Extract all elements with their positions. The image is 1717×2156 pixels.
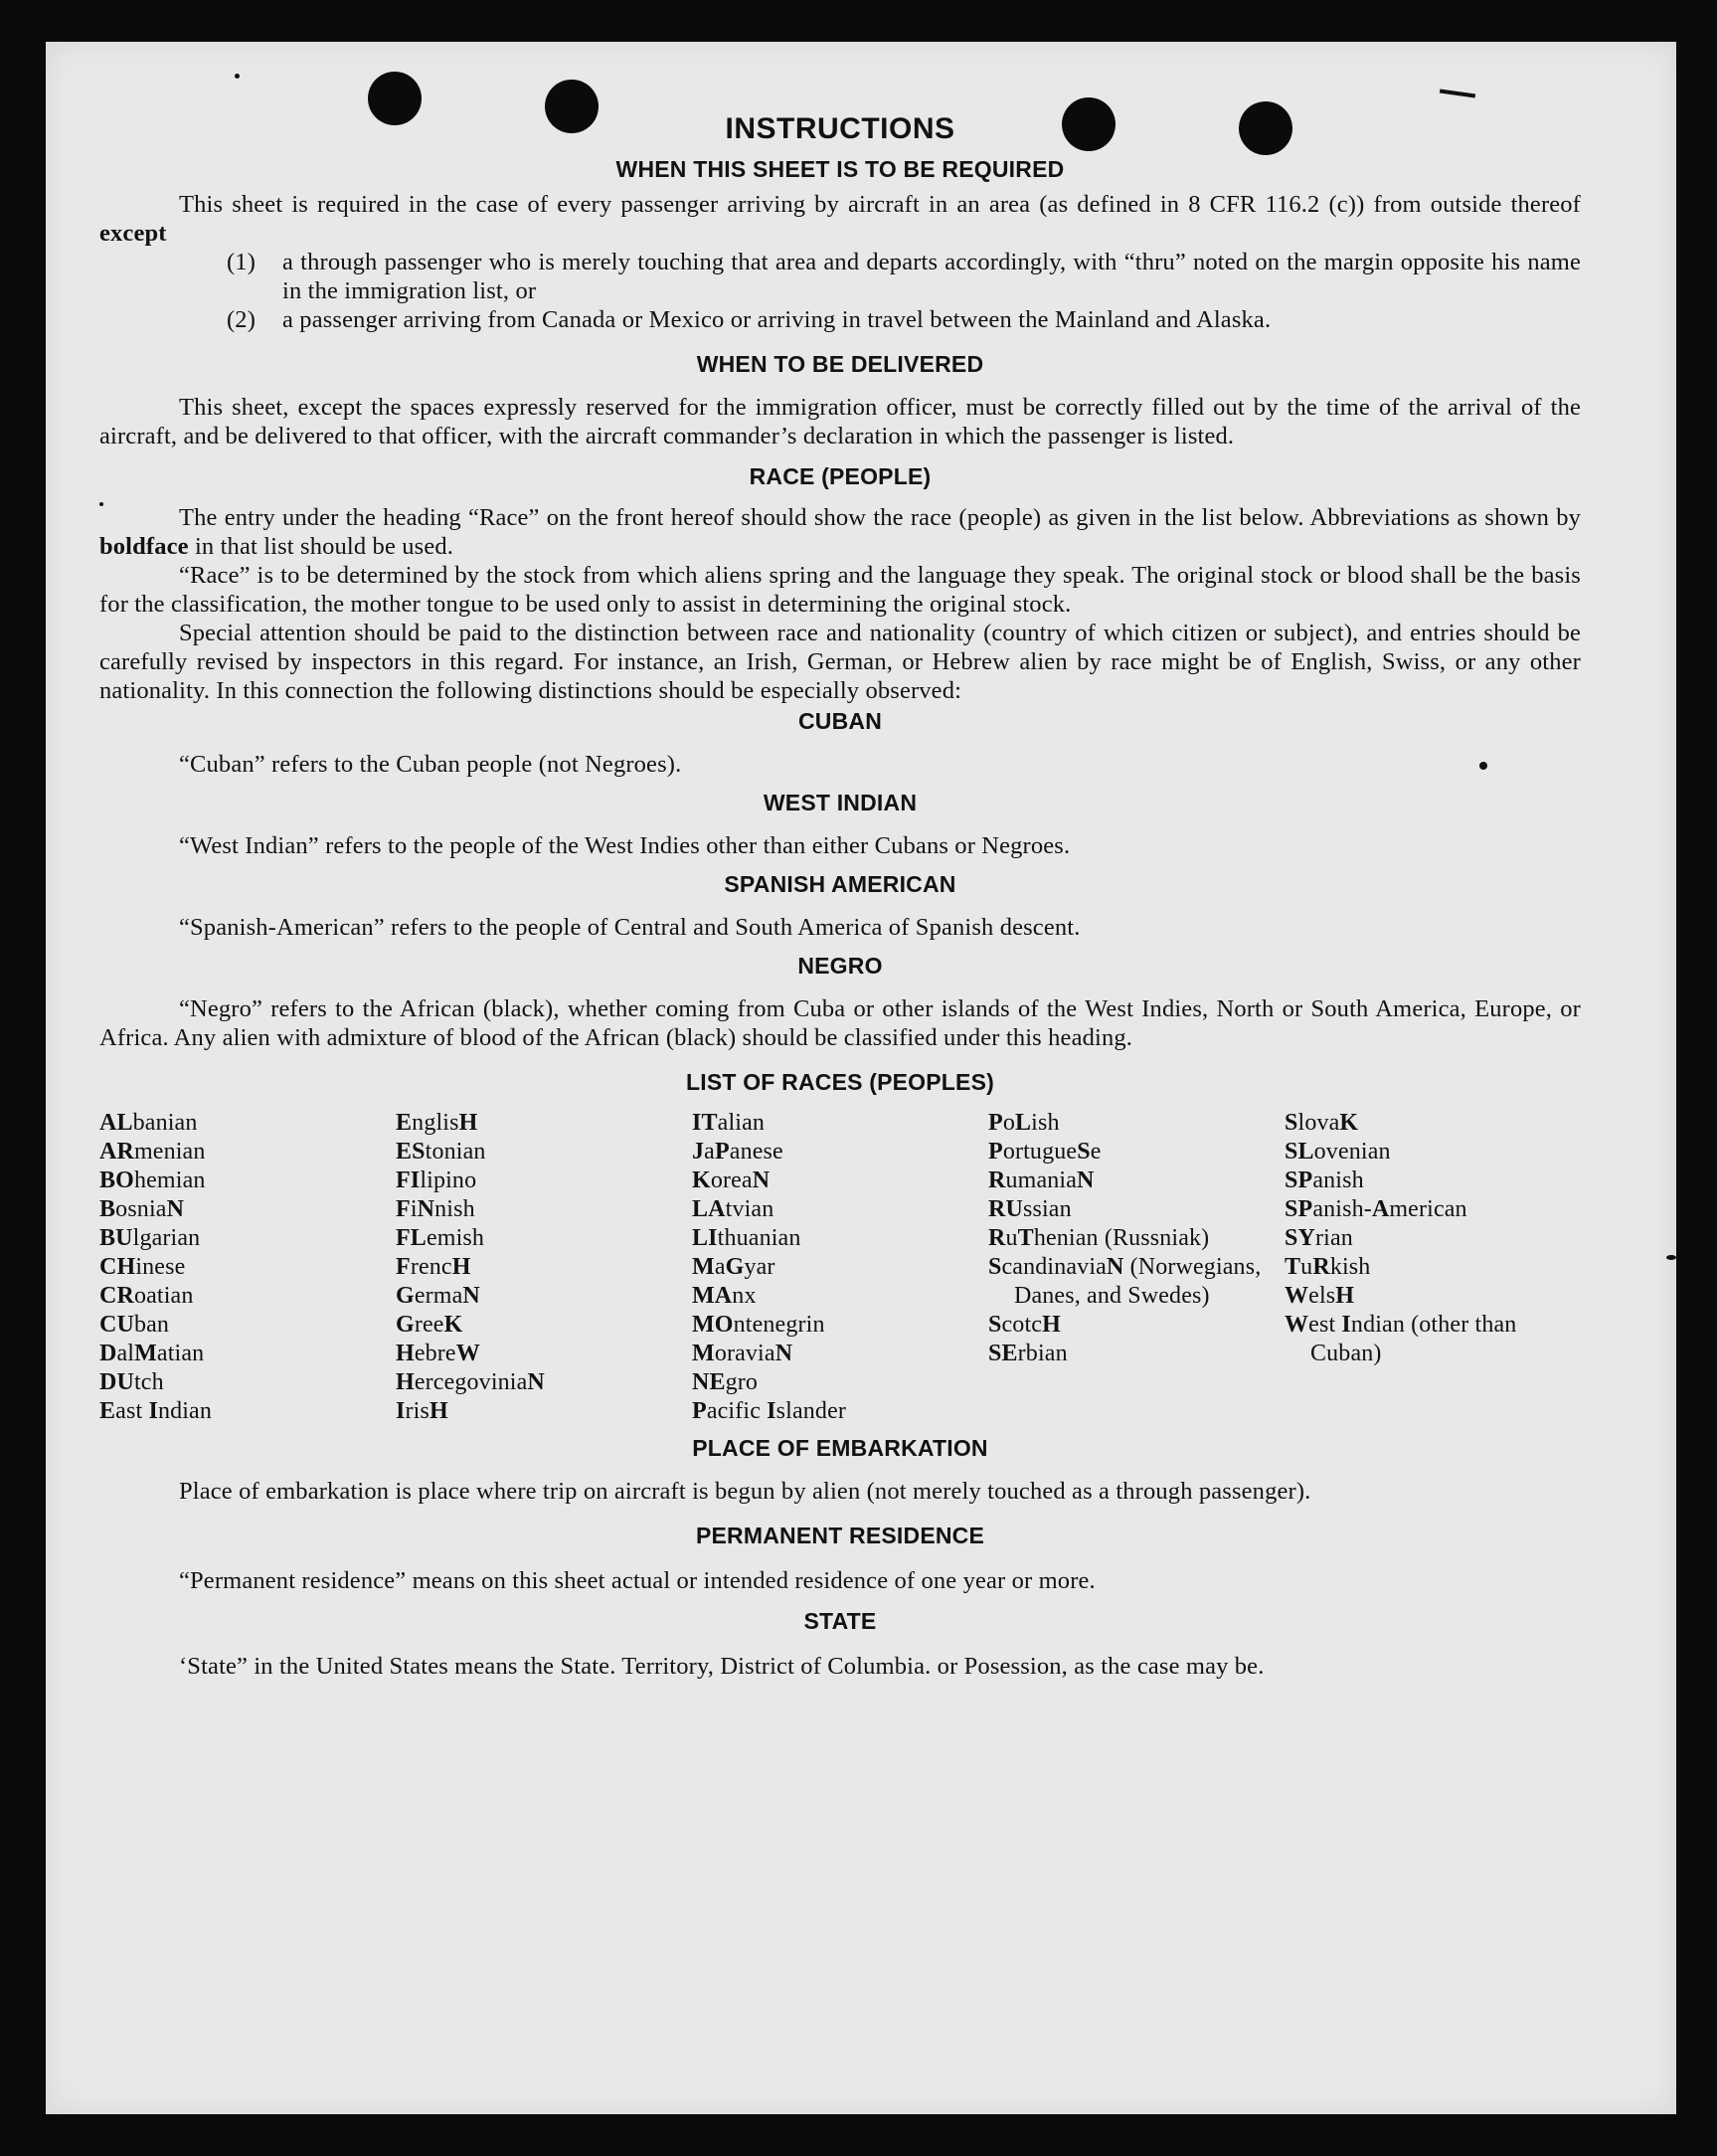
race-entry (99, 1282, 396, 1311)
race-entry (396, 1368, 692, 1397)
race-abbrev: W (455, 1341, 480, 1366)
race-abbrev: A (1371, 1196, 1390, 1222)
race-text: u (1300, 1254, 1313, 1280)
scan-mark (1440, 90, 1475, 98)
race-text: tch (133, 1369, 164, 1395)
race-text: ast (115, 1398, 149, 1424)
west-indian-text: “West Indian” refers to the people of the West Indies other than either Cubans or Negroes. (179, 832, 1071, 859)
race-text: rbian (1017, 1341, 1068, 1366)
race-text: candinavia (1001, 1254, 1107, 1280)
race-entry (692, 1311, 988, 1340)
race-list (99, 1109, 1581, 1426)
race-entry (99, 1397, 396, 1426)
race-abbrev: P (692, 1398, 707, 1424)
race-entry (1285, 1253, 1573, 1282)
exception-item (99, 248, 1581, 305)
race-text: ban (133, 1312, 170, 1338)
race-text: osnia (115, 1196, 167, 1222)
race-text: u (1005, 1225, 1018, 1251)
race-text: lipino (420, 1168, 477, 1193)
race-text: al (116, 1341, 135, 1366)
race-paragraph-1 (99, 503, 1581, 561)
race-text: acific (706, 1398, 768, 1424)
race-entry (1285, 1311, 1573, 1368)
race-text: emish (426, 1225, 485, 1251)
race-abbrev: H (1335, 1283, 1355, 1309)
race-abbrev: MO (692, 1312, 734, 1338)
race-column (692, 1109, 988, 1426)
race-text: erma (414, 1283, 463, 1309)
race-abbrev: H (429, 1398, 448, 1424)
intro-text: This sheet is required in the case of every passenger arriving by aircraft in an area (as defined in 8 CFR 116.2 (c)) from outside thereof (179, 191, 1581, 218)
race-p1-text: The entry under the heading “Race” on the front hereof should show the race (people) as given in the list below. Abbreviations as shown by (179, 504, 1581, 531)
race-entry (988, 1340, 1285, 1368)
race-text: i (410, 1196, 418, 1222)
race-abbrev: SY (1285, 1225, 1315, 1251)
race-abbrev: K (1339, 1110, 1359, 1136)
race-abbrev: S (988, 1312, 1002, 1338)
race-abbrev: N (1106, 1254, 1124, 1280)
race-abbrev: G (396, 1312, 415, 1338)
when-required-intro (99, 190, 1581, 248)
race-column (1285, 1109, 1573, 1426)
race-abbrev: BU (99, 1225, 133, 1251)
race-entry (1285, 1195, 1573, 1224)
race-abbrev: CH (99, 1254, 136, 1280)
race-text: orea (710, 1168, 753, 1193)
race-text: tonian (425, 1139, 486, 1165)
race-text: a (704, 1139, 715, 1165)
state-text: ‘State” in the United States means the State. Territory, District of Columbia. or Posession, as the case may be. (179, 1653, 1265, 1680)
race-abbrev: SP (1285, 1168, 1313, 1193)
race-abbrev: SL (1285, 1139, 1314, 1165)
cuban-text: “Cuban” refers to the Cuban people (not Negroes). (179, 751, 682, 778)
race-abbrev: H (1042, 1312, 1061, 1338)
race-text: e (1090, 1139, 1102, 1165)
race-entry (988, 1253, 1285, 1311)
race-text: henian (Russniak) (1033, 1225, 1210, 1251)
item-text: a passenger arriving from Canada or Mexico or arriving in travel between the Mainland and Alaska. (282, 306, 1272, 333)
heading-west-indian: WEST INDIAN (763, 790, 918, 815)
race-abbrev: M (134, 1341, 157, 1366)
race-entry (396, 1397, 692, 1426)
race-text: els (1308, 1283, 1336, 1309)
race-abbrev: NE (692, 1369, 726, 1395)
race-entry (988, 1195, 1285, 1224)
race-entry (396, 1282, 692, 1311)
heading-when-delivered: WHEN TO BE DELIVERED (696, 351, 984, 377)
race-abbrev: N (417, 1196, 435, 1222)
place-of-embarkation-text: Place of embarkation is place where trip on aircraft is begun by alien (not merely touched as a through passenger). (179, 1478, 1311, 1505)
race-text: merican (1389, 1196, 1467, 1222)
race-text: ercegovinia (414, 1369, 528, 1395)
intro-except: except (99, 220, 167, 247)
race-abbrev: CR (99, 1283, 134, 1309)
scan-speck (235, 74, 240, 79)
scan-speck (1666, 1255, 1676, 1260)
race-abbrev: S (1077, 1139, 1091, 1165)
race-text: yar (744, 1254, 775, 1280)
heading-spanish-american: SPANISH AMERICAN (724, 871, 956, 897)
race-text: oravia (714, 1341, 775, 1366)
race-abbrev: G (396, 1283, 415, 1309)
race-text: ebre (414, 1341, 456, 1366)
race-text: lgarian (132, 1225, 201, 1251)
race-text: hemian (133, 1168, 206, 1193)
race-text: umania (1005, 1168, 1078, 1193)
race-text: atian (156, 1341, 205, 1366)
instructions-content (99, 114, 1581, 1681)
race-text: menian (133, 1139, 206, 1165)
race-p1-text-end: in that list should be used. (194, 533, 454, 560)
race-abbrev: SE (988, 1341, 1018, 1366)
race-entry (692, 1195, 988, 1224)
heading-place-of-embarkation: PLACE OF EMBARKATION (692, 1435, 988, 1461)
permanent-residence-text: “Permanent residence” means on this sheet actual or intended residence of one year or more. (179, 1567, 1096, 1594)
race-entry (692, 1109, 988, 1138)
race-abbrev: H (396, 1369, 415, 1395)
heading-race: RACE (PEOPLE) (749, 463, 932, 489)
race-abbrev: FL (396, 1225, 427, 1251)
race-entry (396, 1167, 692, 1195)
race-text: ortugue (1002, 1139, 1078, 1165)
race-entry (1285, 1224, 1573, 1253)
race-abbrev: N (1077, 1168, 1095, 1193)
race-entry (1285, 1138, 1573, 1167)
race-abbrev: P (988, 1139, 1003, 1165)
race-entry (99, 1224, 396, 1253)
race-abbrev: H (396, 1341, 415, 1366)
race-entry (988, 1109, 1285, 1138)
race-column (988, 1109, 1285, 1426)
race-abbrev: W (1285, 1283, 1309, 1309)
race-text: cotc (1001, 1312, 1043, 1338)
race-entry (988, 1167, 1285, 1195)
race-entry (988, 1224, 1285, 1253)
race-abbrev: I (767, 1398, 776, 1424)
item-number: (1) (227, 249, 257, 275)
race-abbrev: LA (692, 1196, 726, 1222)
race-abbrev: AL (99, 1110, 133, 1136)
race-abbrev: T (1017, 1225, 1034, 1251)
race-text: anese (729, 1139, 783, 1165)
heading-list-of-races: LIST OF RACES (PEOPLES) (685, 1069, 994, 1095)
item-text: a through passenger who is merely touching that area and departs accordingly, with “thru” noted on the margin opposite his name in the immigration list, or (282, 249, 1581, 304)
race-entry (396, 1138, 692, 1167)
race-entry (988, 1311, 1285, 1340)
item-number: (2) (227, 306, 257, 333)
race-abbrev: RU (988, 1196, 1023, 1222)
race-abbrev: K (443, 1312, 463, 1338)
race-text: est (1308, 1312, 1342, 1338)
race-entry (692, 1368, 988, 1397)
race-text: nx (732, 1283, 757, 1309)
race-entry (988, 1138, 1285, 1167)
race-text: gro (725, 1369, 759, 1395)
race-abbrev: H (451, 1254, 471, 1280)
when-delivered-text: This sheet, except the spaces expressly reserved for the immigration officer, must be correctly filled out by the time of the arrival of the aircraft, and be delivered to that officer, with the aircraft commander’s declaration in which the passenger is listed. (99, 394, 1581, 449)
race-text: a (714, 1254, 726, 1280)
race-abbrev: S (988, 1254, 1002, 1280)
race-entry (99, 1253, 396, 1282)
heading-when-required: WHEN THIS SHEET IS TO BE REQUIRED (615, 156, 1065, 182)
race-abbrev: F (396, 1196, 411, 1222)
race-text: kish (1329, 1254, 1371, 1280)
race-abbrev: K (692, 1168, 711, 1193)
race-text: thuanian (717, 1225, 801, 1251)
race-abbrev: FI (396, 1168, 421, 1193)
race-abbrev: R (1312, 1254, 1330, 1280)
race-entry (99, 1195, 396, 1224)
race-abbrev: N (166, 1196, 185, 1222)
race-abbrev: MA (692, 1283, 733, 1309)
race-abbrev: DU (99, 1369, 134, 1395)
race-text: rian (1314, 1225, 1353, 1251)
race-entry (1285, 1109, 1573, 1138)
race-abbrev: M (692, 1341, 715, 1366)
race-abbrev: R (988, 1225, 1006, 1251)
heading-negro: NEGRO (797, 953, 883, 979)
race-abbrev: BO (99, 1168, 134, 1193)
race-abbrev: CU (99, 1312, 134, 1338)
race-text: ndian (other than Cuban) (1310, 1312, 1517, 1366)
race-column (99, 1109, 396, 1426)
race-abbrev: E (396, 1110, 413, 1136)
race-entry (99, 1109, 396, 1138)
race-text: ris (405, 1398, 429, 1424)
race-entry (99, 1167, 396, 1195)
race-entry (99, 1138, 396, 1167)
race-abbrev: L (1014, 1110, 1032, 1136)
race-text: inese (135, 1254, 186, 1280)
race-entry (99, 1311, 396, 1340)
race-entry (396, 1340, 692, 1368)
exception-item (99, 305, 1581, 334)
race-abbrev: I (148, 1398, 158, 1424)
race-entry (99, 1340, 396, 1368)
race-abbrev: H (458, 1110, 478, 1136)
race-text: tvian (725, 1196, 774, 1222)
race-entry (1285, 1167, 1573, 1195)
race-entry (692, 1282, 988, 1311)
race-entry (692, 1167, 988, 1195)
negro-text: “Negro” refers to the African (black), whether coming from Cuba or other islands of the West Indies, North or South America, Europe, or Africa. Any alien with admixture of blood of the African (black) should be classified under this heading. (99, 995, 1581, 1051)
race-text: ndian (157, 1398, 213, 1424)
page-title: INSTRUCTIONS (725, 112, 955, 145)
race-abbrev: J (692, 1139, 705, 1165)
race-abbrev: IT (692, 1110, 718, 1136)
race-abbrev: I (1341, 1312, 1351, 1338)
race-entry (692, 1224, 988, 1253)
race-abbrev: P (988, 1110, 1003, 1136)
race-paragraph-3: Special attention should be paid to the distinction between race and nationality (country of which citizen or subject), and entries should be carefully revised by inspectors in this regard. For instance, an Irish, German, or Hebrew alien by race might be of English, Swiss, or any other nationality. In this connection the following distinctions should be especially observed: (99, 620, 1581, 704)
race-abbrev: M (692, 1254, 715, 1280)
race-entry (396, 1195, 692, 1224)
race-abbrev: R (988, 1168, 1006, 1193)
race-abbrev: N (527, 1369, 545, 1395)
spanish-american-text: “Spanish-American” refers to the people of Central and South America of Spanish descent. (179, 914, 1081, 941)
race-entry (692, 1397, 988, 1426)
race-entry (692, 1253, 988, 1282)
race-abbrev: AR (99, 1139, 134, 1165)
race-text: lova (1297, 1110, 1340, 1136)
race-abbrev: N (462, 1283, 480, 1309)
race-entry (396, 1311, 692, 1340)
race-column (396, 1109, 692, 1426)
race-entry (692, 1138, 988, 1167)
race-abbrev: E (99, 1398, 116, 1424)
race-text: oatian (133, 1283, 194, 1309)
race-abbrev: D (99, 1341, 117, 1366)
race-entry (396, 1224, 692, 1253)
race-abbrev: P (714, 1139, 730, 1165)
race-abbrev: W (1285, 1312, 1309, 1338)
race-text: nish (434, 1196, 475, 1222)
race-abbrev: ES (396, 1139, 426, 1165)
race-text: renc (410, 1254, 452, 1280)
race-text: o (1002, 1110, 1015, 1136)
race-abbrev: T (1285, 1254, 1301, 1280)
race-abbrev: G (725, 1254, 745, 1280)
race-text: nglis (412, 1110, 459, 1136)
race-abbrev: B (99, 1196, 116, 1222)
race-entry (99, 1368, 396, 1397)
race-text: anish (1312, 1168, 1364, 1193)
race-abbrev: S (1285, 1110, 1298, 1136)
race-text: ntenegrin (733, 1312, 825, 1338)
race-text: banian (132, 1110, 198, 1136)
race-abbrev: I (396, 1398, 406, 1424)
race-abbrev: N (774, 1341, 793, 1366)
heading-permanent-residence: PERMANENT RESIDENCE (695, 1523, 985, 1548)
heading-cuban: CUBAN (797, 708, 883, 734)
race-text: ish (1031, 1110, 1060, 1136)
race-text: slander (775, 1398, 847, 1424)
heading-state: STATE (803, 1608, 877, 1634)
race-abbrev: LI (692, 1225, 718, 1251)
race-text: anish- (1312, 1196, 1372, 1222)
race-text: alian (717, 1110, 766, 1136)
race-abbrev: N (752, 1168, 771, 1193)
race-abbrev: F (396, 1254, 411, 1280)
race-entry (1285, 1282, 1573, 1311)
race-entry (396, 1253, 692, 1282)
race-paragraph-2: “Race” is to be determined by the stock from which aliens spring and the language they speak. The original stock or blood shall be the basis for the classification, the mother tongue to be used only to assist in determining the original stock. (99, 562, 1581, 618)
race-entry (396, 1109, 692, 1138)
race-text: (Norwegians, Danes, and Swedes) (1014, 1254, 1262, 1309)
race-abbrev: SP (1285, 1196, 1313, 1222)
race-entry (692, 1340, 988, 1368)
race-text: ovenian (1313, 1139, 1391, 1165)
race-p1-boldface: boldface (99, 533, 189, 560)
race-text: ssian (1022, 1196, 1072, 1222)
race-text: ree (414, 1312, 444, 1338)
